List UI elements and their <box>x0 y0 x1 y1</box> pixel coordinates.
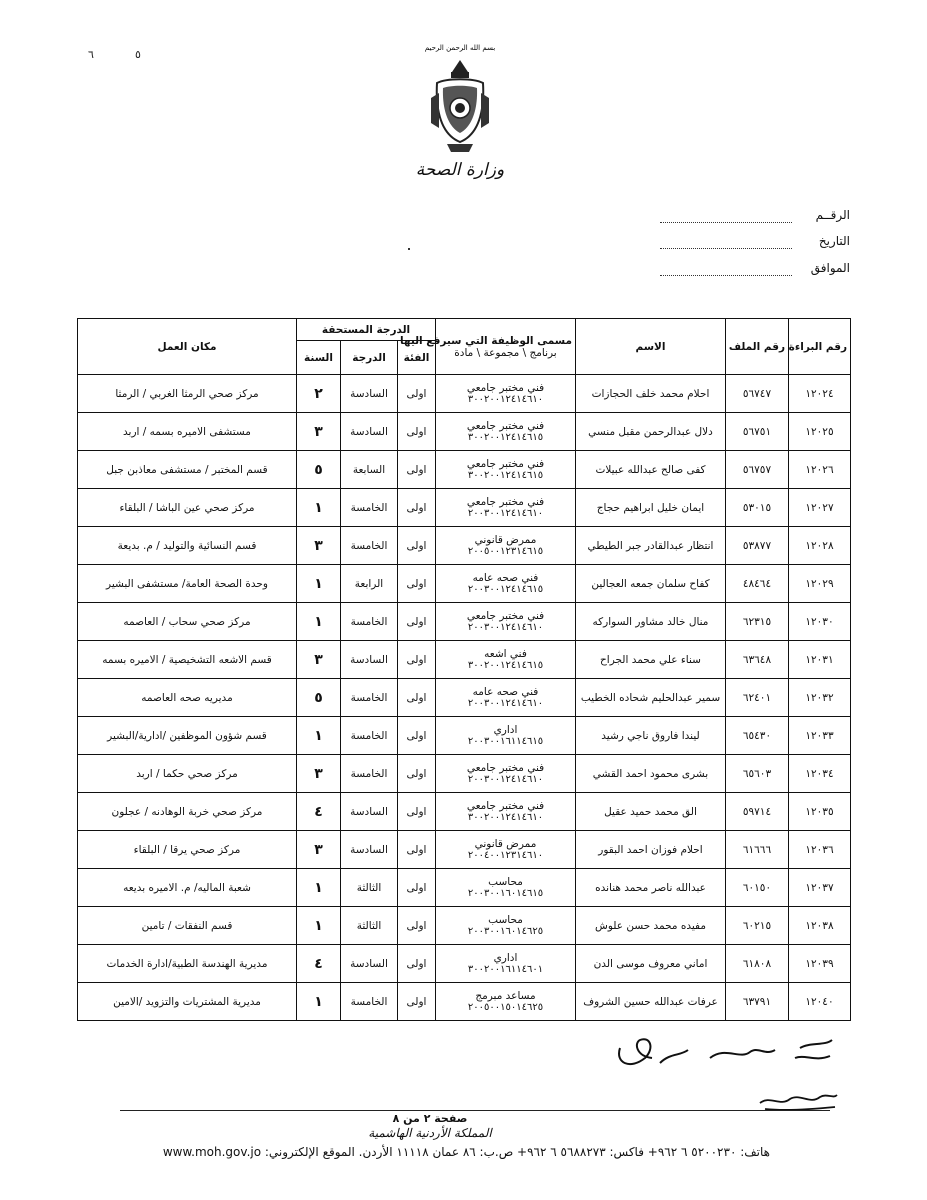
promotion-table <box>77 318 851 1021</box>
cell-ref-no: ١٢٠٢٥ <box>789 413 851 451</box>
cell-grade: الخامسة <box>341 603 398 641</box>
stray-dot <box>408 248 410 250</box>
cell-file-no: ٥٩٧١٤ <box>726 793 789 831</box>
cell-job-title: فني مختبر جامعي ٢٠٠٣٠٠١٢٤١٤٦١٠ <box>436 489 576 527</box>
cell-name: عبدالله ناصر محمد هنانده <box>576 869 726 907</box>
cell-name: احلام فوزان احمد البقور <box>576 831 726 869</box>
cell-workplace: مستشفى الاميره بسمه / اربد <box>78 413 297 451</box>
cell-workplace: مديريه صحه العاصمه <box>78 679 297 717</box>
cell-file-no: ٦٠١٥٠ <box>726 869 789 907</box>
cell-year: ٣ <box>297 413 341 451</box>
table-row <box>78 679 851 717</box>
cell-job-title: فني صحه عامه ٢٠٠٣٠٠١٢٤١٤٦١٠ <box>436 679 576 717</box>
ref-corresponding-field: الموافق <box>660 261 850 283</box>
cell-job-title: اداري ٢٠٠٣٠٠١٦١١٤٦١٥ <box>436 717 576 755</box>
crest-basmala: بسم الله الرحمن الرحيم <box>424 44 496 52</box>
cell-year: ٢ <box>297 375 341 413</box>
cell-file-no: ٥٦٧٥١ <box>726 413 789 451</box>
header-name: الاسم <box>576 319 726 375</box>
cell-year: ٤ <box>297 945 341 983</box>
kingdom-name: المملكة الأردنية الهاشمية <box>368 1126 492 1140</box>
cell-workplace: مديرية الهندسة الطبية/ادارة الخدمات <box>78 945 297 983</box>
cell-grade: السادسة <box>341 413 398 451</box>
cell-job-title: اداري ٣٠٠٢٠٠١٦١١٤٦٠١ <box>436 945 576 983</box>
cell-job-title: فني مختبر جامعي ٣٠٠٢٠٠١٢٤١٤٦١٥ <box>436 413 576 451</box>
cell-workplace: مركز صحي عين الباشا / البلقاء <box>78 489 297 527</box>
header-job-title: مسمى الوظيفة التي سيرفع اليها برنامج \ مجموعة \ مادة <box>436 319 576 375</box>
cell-category: اولى <box>398 831 436 869</box>
cell-grade: الخامسة <box>341 489 398 527</box>
cell-workplace: مديرية المشتريات والتزويد /الامين <box>78 983 297 1021</box>
cell-ref-no: ١٢٠٤٠ <box>789 983 851 1021</box>
ref-date-field: التاريخ <box>660 234 850 256</box>
cell-year: ٥ <box>297 679 341 717</box>
royal-crest-icon <box>425 38 495 158</box>
cell-category: اولى <box>398 565 436 603</box>
cell-ref-no: ١٢٠٣١ <box>789 641 851 679</box>
cell-name: سمير عبدالحليم شحاده الخطيب <box>576 679 726 717</box>
cell-grade: الخامسة <box>341 717 398 755</box>
cell-workplace: قسم الاشعه التشخيصية / الاميره بسمه <box>78 641 297 679</box>
cell-year: ٣ <box>297 641 341 679</box>
cell-file-no: ٦٣٦٤٨ <box>726 641 789 679</box>
cell-name: عرفات عبدالله حسين الشروف <box>576 983 726 1021</box>
cell-category: اولى <box>398 489 436 527</box>
cell-ref-no: ١٢٠٢٤ <box>789 375 851 413</box>
cell-ref-no: ١٢٠٢٦ <box>789 451 851 489</box>
header-year: السنة <box>297 341 341 375</box>
table-row <box>78 945 851 983</box>
cell-name: احلام محمد خلف الحجازات <box>576 375 726 413</box>
cell-grade: السادسة <box>341 945 398 983</box>
cell-ref-no: ١٢٠٣٣ <box>789 717 851 755</box>
cell-file-no: ٥٣٠١٥ <box>726 489 789 527</box>
cell-workplace: مركز صحي حكما / اربد <box>78 755 297 793</box>
cell-year: ٤ <box>297 793 341 831</box>
cell-year: ١ <box>297 489 341 527</box>
cell-file-no: ٦٥٤٣٠ <box>726 717 789 755</box>
cell-ref-no: ١٢٠٣٢ <box>789 679 851 717</box>
cell-category: اولى <box>398 983 436 1021</box>
cell-name: ليندا فاروق ناجي رشيد <box>576 717 726 755</box>
table-row <box>78 907 851 945</box>
ref-number-field: الرقــم <box>660 208 850 230</box>
cell-workplace: مركز صحي سحاب / العاصمه <box>78 603 297 641</box>
cell-grade: السادسة <box>341 375 398 413</box>
cell-ref-no: ١٢٠٢٧ <box>789 489 851 527</box>
table-row <box>78 603 851 641</box>
signature-scribble <box>600 1028 840 1078</box>
cell-year: ٥ <box>297 451 341 489</box>
table-row <box>78 489 851 527</box>
cell-ref-no: ١٢٠٣٥ <box>789 793 851 831</box>
cell-grade: الخامسة <box>341 679 398 717</box>
cell-category: اولى <box>398 641 436 679</box>
cell-job-title: فني صحه عامه ٢٠٠٣٠٠١٢٤١٤٦١٥ <box>436 565 576 603</box>
cell-job-title: محاسب ٢٠٠٣٠٠١٦٠١٤٦١٥ <box>436 869 576 907</box>
cell-file-no: ٥٦٧٤٧ <box>726 375 789 413</box>
cell-year: ٣ <box>297 755 341 793</box>
cell-name: منال خالد مشاور السواركه <box>576 603 726 641</box>
cell-grade: السابعة <box>341 451 398 489</box>
cell-year: ١ <box>297 869 341 907</box>
cell-grade: الخامسة <box>341 755 398 793</box>
cell-file-no: ٥٣٨٧٧ <box>726 527 789 565</box>
cell-file-no: ٦٥٦٠٣ <box>726 755 789 793</box>
cell-year: ١ <box>297 907 341 945</box>
cell-job-title: فني اشعه ٣٠٠٢٠٠١٢٤١٤٦١٥ <box>436 641 576 679</box>
table-row <box>78 565 851 603</box>
cell-category: اولى <box>398 869 436 907</box>
cell-name: سناء علي محمد الجراح <box>576 641 726 679</box>
table-row <box>78 793 851 831</box>
cell-job-title: فني مختبر جامعي ٣٠٠٢٠٠١٢٤١٤٦١٥ <box>436 451 576 489</box>
cell-category: اولى <box>398 413 436 451</box>
cell-job-title: فني مختبر جامعي ٢٠٠٣٠٠١٢٤١٤٦١٠ <box>436 755 576 793</box>
cell-workplace: قسم النفقات / تامين <box>78 907 297 945</box>
cell-file-no: ٦٣٧٩١ <box>726 983 789 1021</box>
cell-file-no: ٦٢٤٠١ <box>726 679 789 717</box>
cell-name: الق محمد حميد عقيل <box>576 793 726 831</box>
cell-ref-no: ١٢٠٣٦ <box>789 831 851 869</box>
footer-divider <box>120 1110 830 1111</box>
cell-name: كفى صالح عبدالله عبيلات <box>576 451 726 489</box>
cell-workplace: مركز صحي يرقا / البلقاء <box>78 831 297 869</box>
cell-ref-no: ١٢٠٢٨ <box>789 527 851 565</box>
cell-category: اولى <box>398 527 436 565</box>
table-row <box>78 831 851 869</box>
table-row <box>78 641 851 679</box>
table-row <box>78 983 851 1021</box>
cell-ref-no: ١٢٠٣٩ <box>789 945 851 983</box>
cell-workplace: شعبة الماليه/ م. الاميره بديعه <box>78 869 297 907</box>
cell-ref-no: ١٢٠٣٤ <box>789 755 851 793</box>
cell-category: اولى <box>398 451 436 489</box>
cell-year: ١ <box>297 565 341 603</box>
cell-grade: الثالثة <box>341 907 398 945</box>
cell-grade: السادسة <box>341 831 398 869</box>
header-grade-group: الدرجة المستحقة <box>297 319 436 341</box>
cell-ref-no: ١٢٠٣٠ <box>789 603 851 641</box>
table-row <box>78 527 851 565</box>
cell-workplace: مركز صحي خربة الوهادنه / عجلون <box>78 793 297 831</box>
header-ref-no: رقم البراءة <box>789 319 851 375</box>
cell-grade: السادسة <box>341 641 398 679</box>
corner-mark-left: ٦ <box>88 48 94 61</box>
cell-workplace: قسم المختبر / مستشفى معاذبن جبل <box>78 451 297 489</box>
header-workplace: مكان العمل <box>78 319 297 375</box>
cell-job-title: فني مختبر جامعي ٣٠٠٢٠٠١٢٤١٤٦١٠ <box>436 793 576 831</box>
cell-category: اولى <box>398 717 436 755</box>
cell-job-title: فني مختبر جامعي ٢٠٠٣٠٠١٢٤١٤٦١٠ <box>436 603 576 641</box>
cell-grade: الثالثة <box>341 869 398 907</box>
cell-job-title: ممرض قانوني ٢٠٠٤٠٠١٢٣١٤٦١٠ <box>436 831 576 869</box>
page-number: صفحة ٢ من ٨ <box>392 1112 468 1125</box>
cell-job-title: ممرض قانوني ٢٠٠٥٠٠١٢٣١٤٦١٥ <box>436 527 576 565</box>
table-row <box>78 413 851 451</box>
table-row <box>78 451 851 489</box>
cell-grade: الرابعة <box>341 565 398 603</box>
cell-name: اماني معروف موسى الدن <box>576 945 726 983</box>
cell-file-no: ٦٠٢١٥ <box>726 907 789 945</box>
header-grade: الدرجة <box>341 341 398 375</box>
cell-ref-no: ١٢٠٢٩ <box>789 565 851 603</box>
cell-year: ١ <box>297 603 341 641</box>
cell-file-no: ٦١٦٦٦ <box>726 831 789 869</box>
contact-info: هاتف: ٥٢٠٠٢٣٠ ٦ ٩٦٢+ فاكس: ٥٦٨٨٢٧٣ ٦ ٩٦٢+ ص.ب: ٨٦ عمان ١١١١٨ الأردن. الموقع الإلكتروني: www.moh.gov.jo <box>162 1145 770 1159</box>
cell-workplace: قسم شؤون الموظفين /ادارية/البشير <box>78 717 297 755</box>
cell-year: ١ <box>297 717 341 755</box>
cell-grade: السادسة <box>341 793 398 831</box>
cell-name: مفيده محمد حسن علوش <box>576 907 726 945</box>
cell-category: اولى <box>398 755 436 793</box>
cell-file-no: ٥٦٧٥٧ <box>726 451 789 489</box>
cell-name: ايمان خليل ابراهيم حجاج <box>576 489 726 527</box>
table-row <box>78 717 851 755</box>
cell-ref-no: ١٢٠٣٨ <box>789 907 851 945</box>
cell-ref-no: ١٢٠٣٧ <box>789 869 851 907</box>
table-row <box>78 869 851 907</box>
cell-category: اولى <box>398 793 436 831</box>
cell-year: ٣ <box>297 527 341 565</box>
header-file-no: رقم الملف <box>726 319 789 375</box>
table-row <box>78 755 851 793</box>
table-row <box>78 375 851 413</box>
cell-category: اولى <box>398 945 436 983</box>
cell-workplace: مركز صحي الرمثا الغربي / الرمثا <box>78 375 297 413</box>
cell-grade: الخامسة <box>341 527 398 565</box>
cell-name: انتظار عبدالقادر جبر الطيطي <box>576 527 726 565</box>
cell-category: اولى <box>398 679 436 717</box>
cell-year: ٣ <box>297 831 341 869</box>
cell-file-no: ٤٨٤٦٤ <box>726 565 789 603</box>
cell-workplace: وحدة الصحة العامة/ مستشفى البشير <box>78 565 297 603</box>
cell-grade: الخامسة <box>341 983 398 1021</box>
cell-job-title: مساعد مبرمج ٢٠٠٥٠٠١٥٠١٤٦٢٥ <box>436 983 576 1021</box>
cell-file-no: ٦١٨٠٨ <box>726 945 789 983</box>
cell-year: ١ <box>297 983 341 1021</box>
cell-name: كفاح سلمان جمعه العجالين <box>576 565 726 603</box>
cell-category: اولى <box>398 375 436 413</box>
cell-category: اولى <box>398 907 436 945</box>
corner-mark-right: ٥ <box>135 48 141 61</box>
cell-job-title: محاسب ٢٠٠٣٠٠١٦٠١٤٦٢٥ <box>436 907 576 945</box>
cell-job-title: فني مختبر جامعي ٣٠٠٢٠٠١٢٤١٤٦١٠ <box>436 375 576 413</box>
cell-name: دلال عبدالرحمن مقبل منسي <box>576 413 726 451</box>
cell-name: بشرى محمود احمد القشي <box>576 755 726 793</box>
cell-category: اولى <box>398 603 436 641</box>
header-category: الفئة <box>398 341 436 375</box>
cell-workplace: قسم النسائية والتوليد / م. بديعة <box>78 527 297 565</box>
ministry-name: وزارة الصحة <box>415 160 505 180</box>
cell-file-no: ٦٢٣١٥ <box>726 603 789 641</box>
